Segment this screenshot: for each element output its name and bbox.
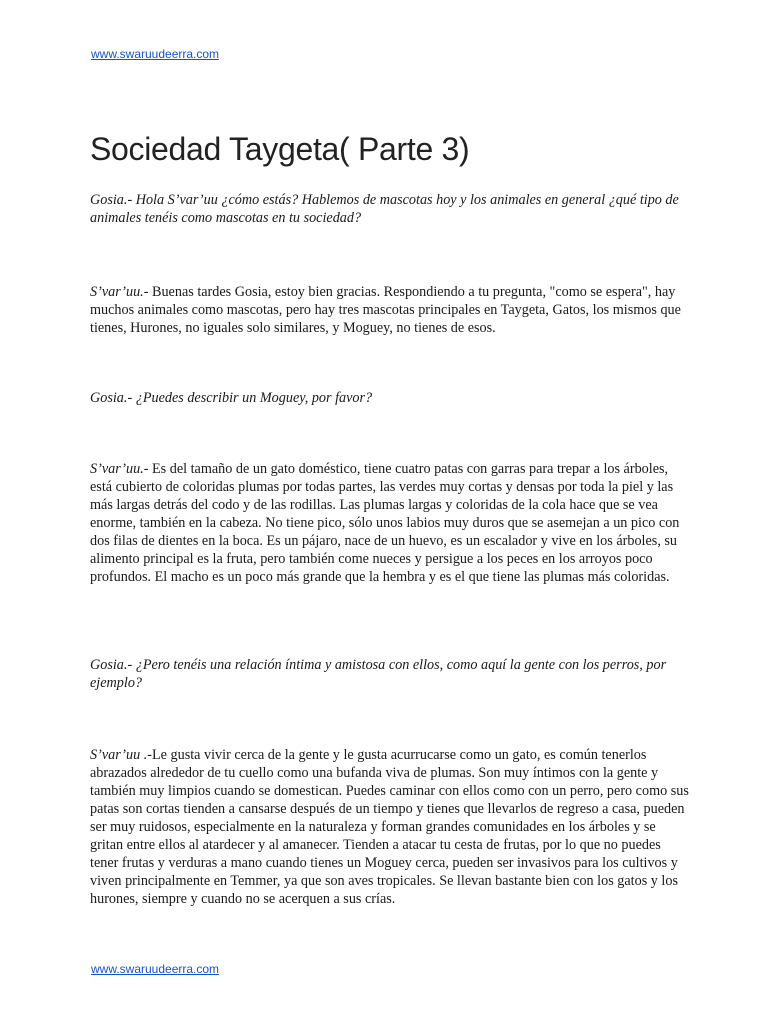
dialogue-paragraph-2: [90, 283, 690, 337]
speaker-label: Gosia.-: [90, 657, 133, 673]
dialogue-paragraph-5: [90, 656, 690, 692]
speaker-label: Gosia.-: [90, 192, 133, 208]
dialogue-text: ¿Pero tenéis una relación íntima y amistosa con ellos, como aquí la gente con los perros, por ejemplo?: [90, 657, 667, 691]
dialogue-text: Es del tamaño de un gato doméstico, tiene cuatro patas con garras para trepar a los árboles, está cubierto de coloridas plumas por todas partes, las verdes muy cortas y densas por toda la piel y las más largas detrás del codo y de las rodillas. Las plumas largas y coloridas de la cola hace que se vea enorme, también en la cabeza. No tiene pico, sólo unos labios muy duros que se asemejan a un pico con dos filas de dientes en la boca. Es un pájaro, nace de un huevo, es un escalador y vive en los árboles, su alimento principal es la fruta, pero también come nueces y persigue a los peces en los arroyos poco profundos. El macho es un poco más grande que la hembra y es el que tiene las plumas más coloridas.: [90, 461, 680, 585]
dialogue-text: ¿Puedes describir un Moguey, por favor?: [132, 390, 373, 406]
dialogue-text: Le gusta vivir cerca de la gente y le gusta acurrucarse como un gato, es común tenerlos abrazados alrededor de tu cuello como una bufanda viva de plumas. Son muy íntimos con la gente y también muy limpios cuando se domestican. Puedes caminar con ellos como con un perro, pero como sus patas son cortas tienden a cansarse después de un tiempo y tienes que llevarlos de regreso a casa, pueden ser muy ruidosos, especialmente en la naturaleza y forman grandes comunidades en los árboles y se gritan entre ellos al atardecer y al amanecer. Tienden a atacar tu cesta de frutas, por lo que no puedes tener frutas y verduras a mano cuando tienes un Moguey cerca, pueden ser invasivos para los cultivos y viven principalmente en Temmer, ya que son aves tropicales. Se llevan bastante bien con los gatos y los hurones, siempre y cuando no se acerquen a sus crías.: [90, 747, 689, 907]
speaker-label: S’var’uu .-: [90, 747, 152, 763]
speaker-label: S’var’uu.-: [90, 461, 149, 477]
dialogue-paragraph-6: [90, 746, 690, 908]
dialogue-paragraph-1: [90, 191, 690, 227]
header-website-link[interactable]: www.swaruudeerra.com: [91, 47, 220, 61]
dialogue-paragraph-3: [90, 389, 690, 407]
dialogue-text: Buenas tardes Gosia, estoy bien gracias. Respondiendo a tu pregunta, "como se espera", hay muchos animales como mascotas, pero hay tres mascotas principales en Taygeta, Gatos, los mismos que tienes, Hurones, no iguales solo similares, y Moguey, no tienes de esos.: [90, 284, 681, 336]
speaker-label: S’var’uu.-: [90, 284, 149, 300]
footer-website-link[interactable]: www.swaruudeerra.com: [91, 962, 220, 976]
dialogue-paragraph-4: [90, 460, 690, 586]
page-title: Sociedad Taygeta( Parte 3): [90, 131, 470, 167]
speaker-label: Gosia.-: [90, 390, 133, 406]
dialogue-text: Hola S’var’uu ¿cómo estás? Hablemos de mascotas hoy y los animales en general ¿qué tipo de animales tenéis como mascotas en tu sociedad?: [90, 192, 679, 226]
